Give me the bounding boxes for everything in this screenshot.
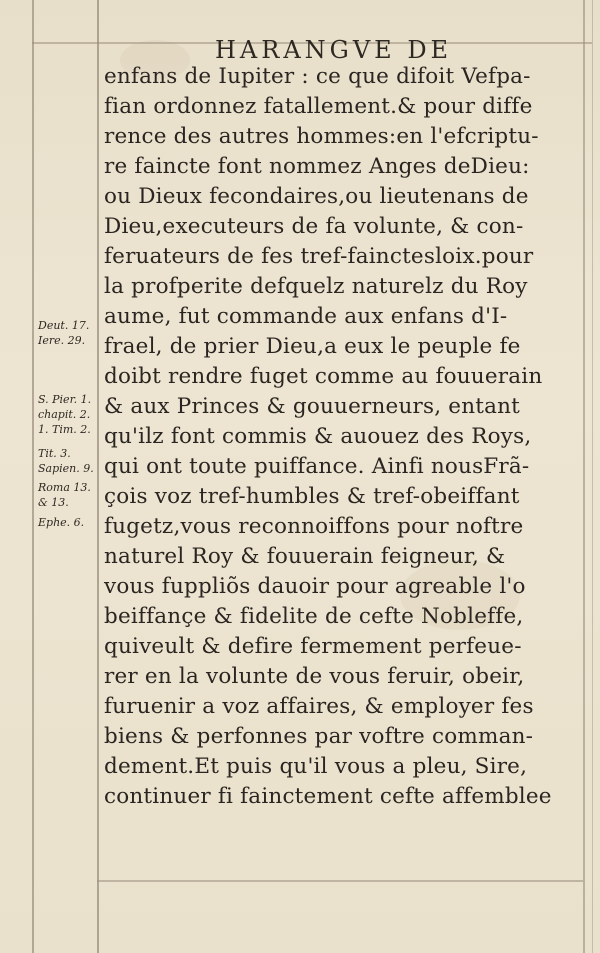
text-line: & aux Princes & gouuerneurs, entant xyxy=(104,394,520,419)
margin-note-line: Roma 13. xyxy=(38,481,91,494)
text-line: beiffançe & fidelite de cefte Nobleffe, xyxy=(104,604,524,629)
text-line: naturel Roy & fouuerain feigneur, & xyxy=(104,544,506,569)
left-inner-rule xyxy=(97,0,99,953)
margin-note-tit xyxy=(38,446,94,476)
text-line: rence des autres hommes:en l'efcriptu- xyxy=(104,124,539,149)
margin-note-line: S. Pier. 1. xyxy=(38,393,92,406)
text-line: re faincte font nommez Anges deDieu: xyxy=(104,154,530,179)
text-line: continuer fi fainctement cefte affemblee xyxy=(104,784,552,809)
margin-note-line: Deut. 17. xyxy=(38,319,90,332)
text-line: furuenir a voz affaires, & employer fes xyxy=(104,694,534,719)
text-line: doibt rendre fuget comme au fouuerain xyxy=(104,364,543,389)
body-text xyxy=(104,62,578,812)
margin-note-roma xyxy=(38,480,91,510)
margin-note-line: Sapien. 9. xyxy=(38,462,94,475)
text-line: vous fuppliõs dauoir pour agreable l'o xyxy=(104,574,526,599)
margin-note-line: & 13. xyxy=(38,496,69,509)
right-outer-rule xyxy=(592,0,593,953)
text-line: Dieu,executeurs de fa volunte, & con- xyxy=(104,214,524,239)
text-line: fugetz,vous reconnoiffons pour noftre xyxy=(104,514,524,539)
text-line: la profperite defquelz naturelz du Roy xyxy=(104,274,528,299)
text-line: fian ordonnez fatallement.& pour diffe xyxy=(104,94,533,119)
left-outer-rule xyxy=(32,0,34,953)
margin-note-pier xyxy=(38,392,91,437)
text-line: frael, de prier Dieu,a eux le peuple fe xyxy=(104,334,521,359)
text-line: qu'ilz font commis & auouez des Roys, xyxy=(104,424,532,449)
margin-note-deut xyxy=(38,318,89,348)
text-line: quiveult & defire fermement perfeue- xyxy=(104,634,522,659)
text-line: enfans de Iupiter : ce que difoit Vefpa- xyxy=(104,64,531,89)
right-inner-rule xyxy=(583,0,585,953)
text-line: aume, fut commande aux enfans d'I- xyxy=(104,304,508,329)
text-line: biens & perfonnes par voftre comman- xyxy=(104,724,534,749)
margin-note-ephe xyxy=(38,515,84,530)
text-line: feruateurs de fes tref-fainctesloix.pour xyxy=(104,244,534,269)
text-line: dement.Et puis qu'il vous a pleu, Sire, xyxy=(104,754,528,779)
running-head: HARANGVE DE xyxy=(215,36,453,64)
text-line: çois voz tref-humbles & tref-obeiffant xyxy=(104,484,520,509)
bottom-rule xyxy=(97,880,583,882)
margin-note-line: Iere. 29. xyxy=(38,334,86,347)
margin-note-line: Tit. 3. xyxy=(38,447,71,460)
text-line: rer en la volunte de vous feruir, obeir, xyxy=(104,664,525,689)
text-line: qui ont toute puiffance. Ainfi nousFrã- xyxy=(104,454,530,479)
margin-note-line: 1. Tim. 2. xyxy=(38,423,91,436)
margin-note-line: chapit. 2. xyxy=(38,408,91,421)
margin-notes xyxy=(36,0,96,953)
text-line: ou Dieux fecondaires,ou lieutenans de xyxy=(104,184,529,209)
margin-note-line: Ephe. 6. xyxy=(38,516,85,529)
